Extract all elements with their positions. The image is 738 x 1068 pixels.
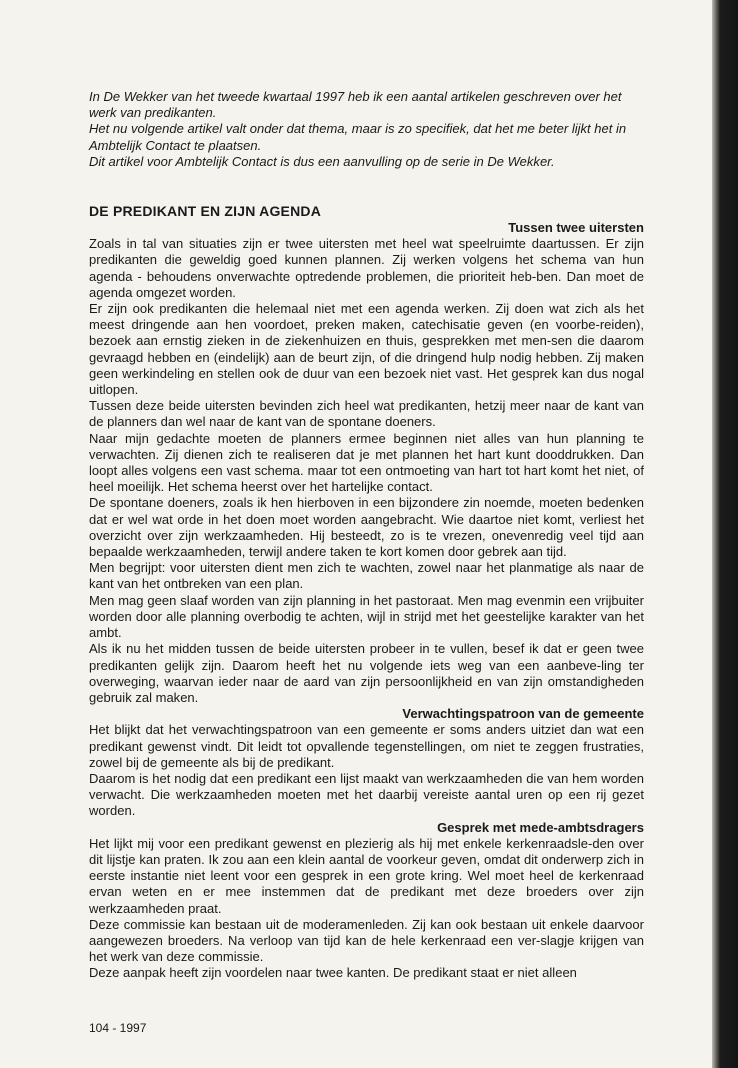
paragraph: Deze commissie kan bestaan uit de moderamenleden. Zij kan ook bestaan uit enkele daarvoor aangewezen broeders. Na verloop van tijd kan de hele kerkenraad een ver-slagje krijgen van het werk van deze commissie. [89, 916, 644, 965]
section-subheading: Gesprek met mede-ambtsdragers [437, 819, 644, 835]
scan-edge [712, 0, 738, 1068]
paragraph: Het blijkt dat het verwachtingspatroon van een gemeente er soms anders uitziet dan wat een predikant gewenst vindt. Dit leidt tot opvallende tegenstellingen, om niet te zeggen frustraties, zowel bij de gemeente als bij de predikant. [89, 722, 644, 770]
paragraph: Deze aanpak heeft zijn voordelen naar twee kanten. De predikant staat er niet alleen [89, 965, 577, 981]
paragraph: Men mag geen slaaf worden van zijn planning in het pastoraat. Men mag evenmin een vrijbuiter worden door alle planning overbodig te achten, wijl in strijd met het geestelijke karakter van het ambt. [89, 592, 644, 641]
intro-line: Dit artikel voor Ambtelijk Contact is dus een aanvulling op de serie in De Wekker. [89, 153, 555, 169]
section-subheading: Verwachtingspatroon van de gemeente [402, 706, 644, 722]
paragraph: De spontane doeners, zoals ik hen hierboven in een bijzondere zin noemde, moeten bedenken dat er wel wat orde in het doen moet worden aangebracht. Wie daartoe niet komt, verliest het overzicht over zijn werkzaamheden. Hij besteedt, zo is te vrezen, onevenredig veel tijd aan bepaalde werkzaamheden, terwijl andere taken te kort komen door gebrek aan tijd. [89, 495, 644, 560]
paragraph: Er zijn ook predikanten die helemaal niet met een agenda werken. Zij doen wat zich als het meest dringende aan hen voordoet, preken maken, catechisatie geven (en voorbe-reiden), bezoek aan ernstig zieken in de ziekenhuizen en thuis, gesprekken met men-sen die daarom gevraagd hebben en (eindelijk) aan de beurt zijn, of die dringend hulp nodig hebben. Zij maken geen werkindeling en stellen ook de duur van een bezoek niet vast. Het gesprek kan dus nogal uitlopen. [89, 301, 644, 398]
paragraph: Als ik nu het midden tussen de beide uitersten probeer in te vullen, besef ik dat er geen twee predikanten gelijk zijn. Daarom heeft het nu volgende iets weg van een aanbeve-ling ter overweging, waarvan ieder naar de aard van zijn persoonlijkheid en van zijn omstandigheden gebruik zal maken. [89, 641, 644, 705]
paragraph: Tussen deze beide uitersten bevinden zich heel wat predikanten, hetzij meer naar de kant van de planners dan wel naar de kant van de spontane doeners. [89, 398, 644, 430]
paragraph: Zoals in tal van situaties zijn er twee uitersten met heel wat speelruimte daartussen. Er zijn predikanten die geweldig goed kunnen plannen. Zij werken volgens het schema van hun agenda - behoudens onverwachte optredende problemen, die prioriteit heb-ben. Dan moet de agenda omgezet worden. [89, 236, 644, 300]
article-title: DE PREDIKANT EN ZIJN AGENDA [89, 203, 322, 220]
intro-line: In De Wekker van het tweede kwartaal 1997 heb ik een aantal artikelen geschreven over het werk van predikanten. [89, 89, 622, 121]
intro-line: Het nu volgende artikel valt onder dat thema, maar is zo specifiek, dat het me beter lijkt het in Ambtelijk Contact te plaatsen. [89, 121, 627, 153]
section-gesprek-mede-ambtsdragers [89, 820, 644, 982]
section-tussen-twee-uitersten [89, 220, 644, 706]
intro-block [89, 89, 644, 170]
page-footer: 104 - 1997 [89, 1021, 147, 1035]
section-subheading: Tussen twee uitersten [508, 220, 644, 236]
article-content [89, 89, 644, 982]
paragraph: Daarom is het nodig dat een predikant een lijst maakt van werkzaamheden die van hem worden verwacht. Die werkzaamheden moeten met het daarbij vereiste aantal uren op een rij gezet worden. [89, 770, 644, 819]
section-verwachtingspatroon [89, 706, 644, 819]
paragraph: Het lijkt mij voor een predikant gewenst en plezierig als hij met enkele kerkenraadsle-den over dit lijstje kan praten. Ik zou aan een klein aantal de voorkeur geven, omdat dit onderwerp zich in eerste instantie niet leent voor een gesprek in een grote kring. Wel moet heel de kerkenraad ervan weten en er mee instemmen dat de predikant met deze broeders over zijn werkzaamheden praat. [89, 835, 644, 916]
paragraph: Naar mijn gedachte moeten de planners ermee beginnen niet alles van hun planning te verwachten. Zij dienen zich te realiseren dat je met plannen het hart kunt dooddrukken. Dan loopt alles volgens een vast schema. maar tot een ontmoeting van hart tot hart komt het niet, of heel moeilijk. Het schema heerst over het hartelijke contact. [89, 430, 644, 495]
paragraph: Men begrijpt: voor uitersten dient men zich te wachten, zowel naar het planmatige als naar de kant van het ontbreken van een plan. [89, 560, 644, 592]
